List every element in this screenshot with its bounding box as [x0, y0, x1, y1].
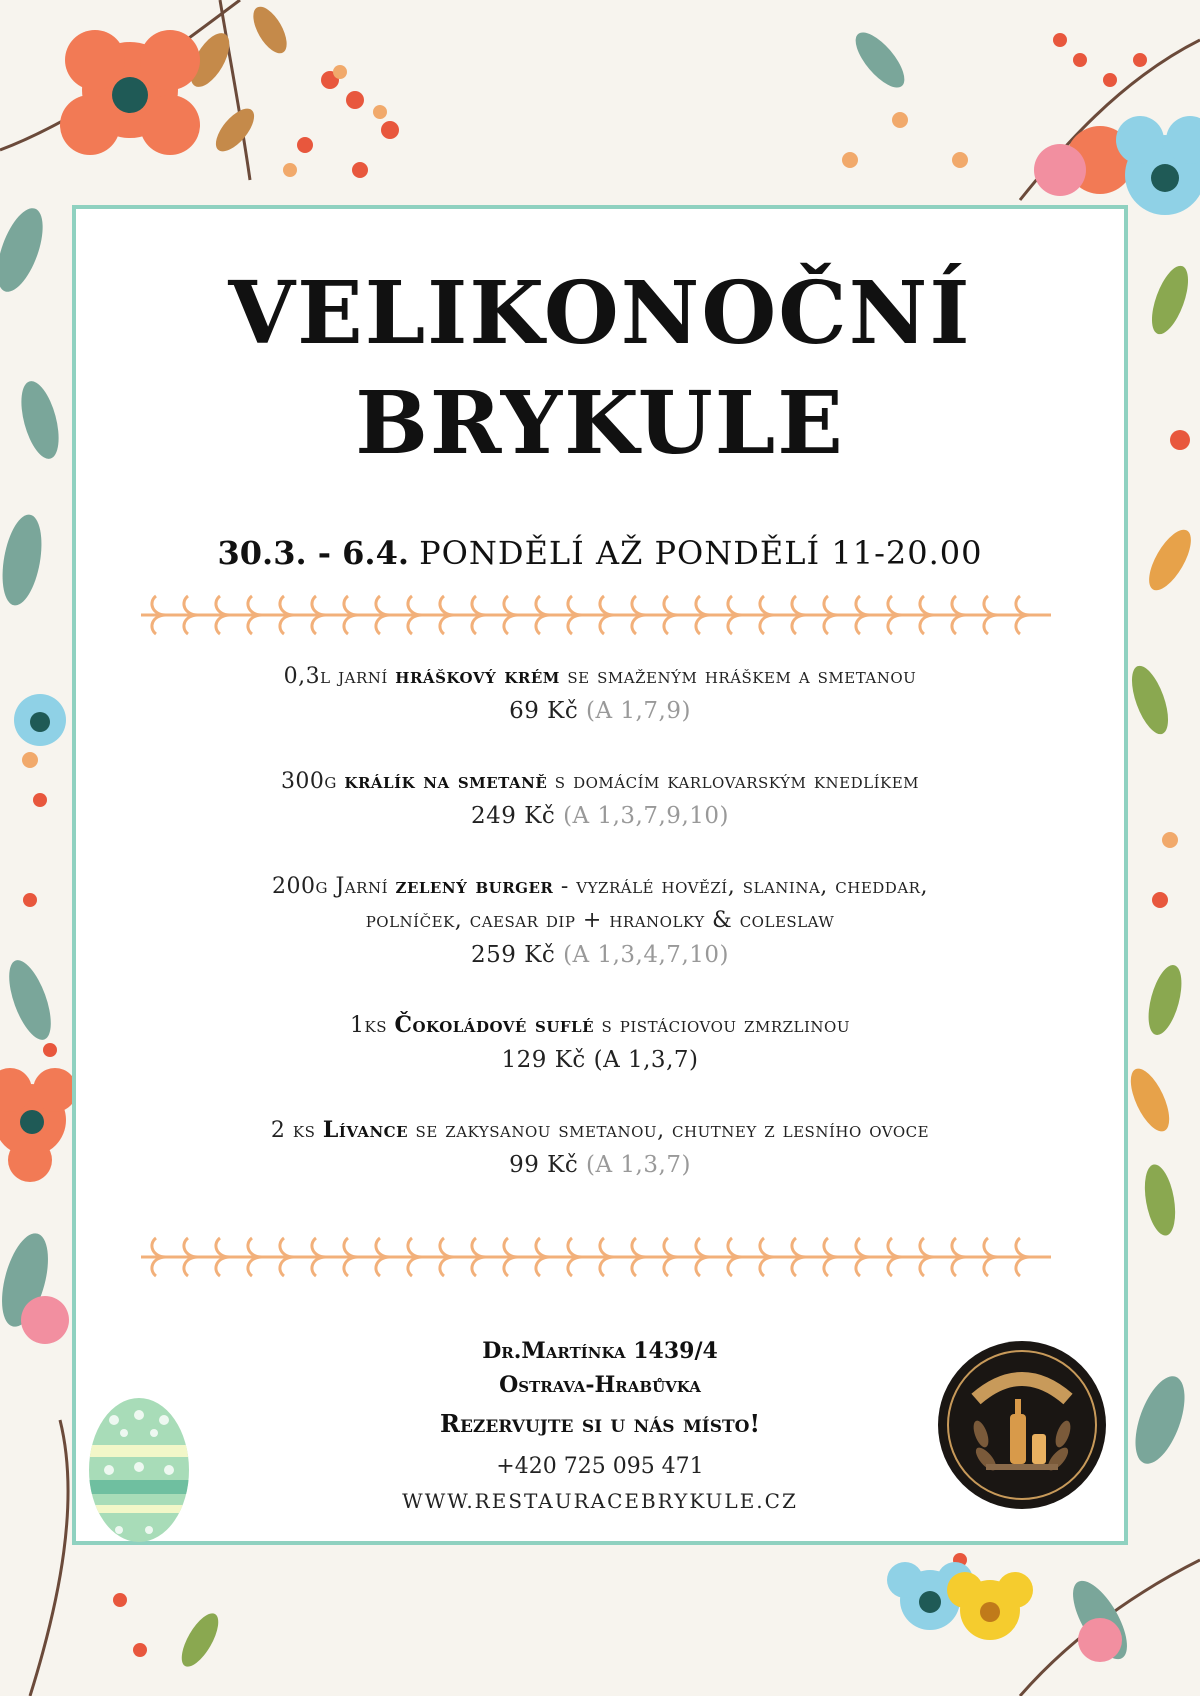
menu-item-name: Lívance: [322, 1117, 409, 1143]
phone-number[interactable]: +420 725 095 471: [496, 1454, 704, 1479]
vine-divider-top: [136, 592, 1056, 638]
menu-item-allergens: (A 1,7,9): [586, 698, 691, 724]
title-line-2: BRYKULE: [355, 373, 845, 474]
menu-item-name: hráškový krém: [395, 663, 560, 689]
menu-item-price: 259 Kč: [470, 942, 556, 968]
menu-item-allergens: (A 1,3,7,9,10): [563, 803, 729, 829]
menu-item-price-line: [76, 1148, 1124, 1182]
date-range: [76, 534, 1124, 572]
vine-divider-bottom: [136, 1234, 1056, 1280]
menu-card: [72, 205, 1128, 1545]
menu-item-allergens: (A 1,3,7): [593, 1047, 699, 1073]
menu-item-description: [76, 659, 1124, 694]
menu-item-details: - vyzrálé hovězí, slanina, cheddar,: [553, 874, 928, 899]
title-line-1: VELIKONOČNÍ: [228, 263, 972, 364]
menu-item: [76, 869, 1124, 972]
menu-item-allergens: (A 1,3,7): [586, 1152, 691, 1178]
brykule-logo: [936, 1339, 1108, 1511]
menu-item-details: se zakysanou smetanou, chutney z lesního ovoce: [408, 1118, 930, 1143]
menu-item-price: 129 Kč: [501, 1047, 586, 1073]
menu-item: [76, 1008, 1124, 1077]
menu-item-price-line: [76, 694, 1124, 728]
menu-item-allergens: (A 1,3,4,7,10): [563, 942, 729, 968]
menu-item-quantity: 1ks: [350, 1013, 395, 1038]
menu-item-price-line: [76, 938, 1124, 972]
menu-item-price: 99 Kč: [509, 1152, 579, 1178]
menu-item: [76, 764, 1124, 833]
menu-item-details: se smaženým hráškem a smetanou: [559, 664, 917, 689]
menu-item-description: [76, 1008, 1124, 1043]
menu-item-quantity: 2 ks: [270, 1118, 323, 1143]
menu-item-quantity: 0,3l jarní: [283, 664, 396, 689]
menu-item-description: [76, 1113, 1124, 1148]
menu-item-price: 69 Kč: [509, 698, 579, 724]
menu-item-quantity: 300g: [280, 769, 345, 794]
menu-item-name: zelený burger: [395, 873, 554, 899]
date-range-dates: 30.3. - 6.4.: [217, 534, 409, 572]
menu-item-description: [76, 869, 1124, 904]
menu-item-details: s pistáciovou zmrzlinou: [594, 1013, 850, 1038]
menu-item-name: králík na smetaně: [344, 768, 548, 794]
menu-item: [76, 659, 1124, 728]
address-line-1: Dr.Martínka 1439/4: [482, 1338, 718, 1364]
menu-item-price: 249 Kč: [470, 803, 556, 829]
menu-item-quantity: 200g Jarní: [272, 874, 396, 899]
menu-item-price-line: [76, 799, 1124, 833]
reservation-text: Rezervujte si u nás místo!: [440, 1409, 760, 1438]
address-line-2: Ostrava-Hrabůvka: [499, 1372, 701, 1398]
menu-item-details: s domácím karlovarským knedlíkem: [547, 769, 920, 794]
menu-item-price-line: [76, 1043, 1124, 1077]
website-link[interactable]: WWW.RESTAURACEBRYKULE.CZ: [402, 1489, 798, 1513]
menu-list: [76, 659, 1124, 1218]
menu-item: [76, 1113, 1124, 1182]
easter-egg-icon: [84, 1385, 194, 1545]
date-range-text: PONDĚLÍ AŽ PONDĚLÍ 11-20.00: [419, 534, 983, 572]
menu-item-description: [76, 764, 1124, 799]
menu-item-details-cont: polníček, caesar dip + hranolky & coleslaw: [365, 908, 835, 933]
menu-item-name: Čokoládové suflé: [394, 1012, 595, 1038]
